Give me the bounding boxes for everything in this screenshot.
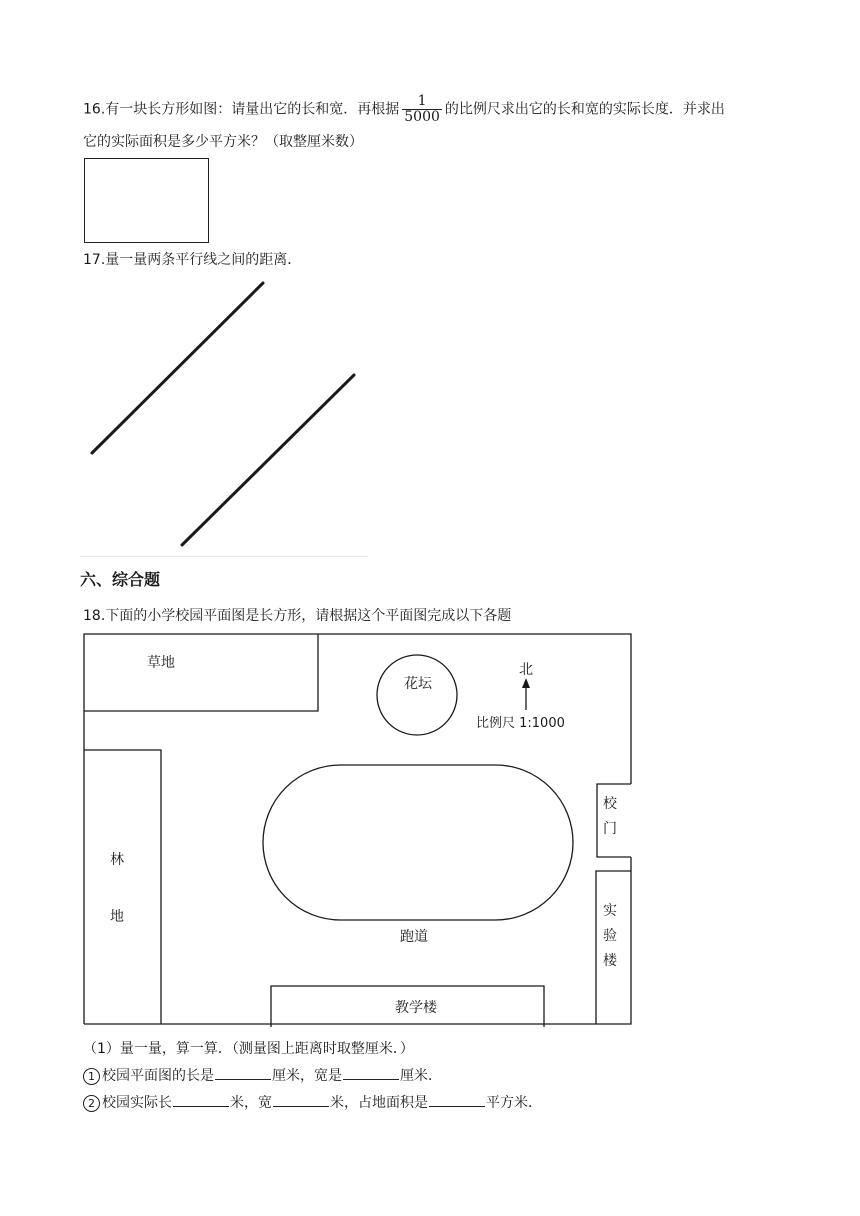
campus-boundary-bottom bbox=[84, 871, 631, 1024]
label-scale: 比例尺 1:1000 bbox=[476, 716, 565, 731]
q16-question-line2: 它的实际面积是多少平方米？（取整厘米数） bbox=[83, 134, 363, 150]
label-lab-2: 验 bbox=[603, 928, 617, 944]
label-grass: 草地 bbox=[147, 655, 175, 671]
flower-bed bbox=[377, 655, 457, 735]
map-width-blank[interactable] bbox=[343, 1067, 399, 1080]
item2-text-c: 米，占地面积是 bbox=[330, 1095, 428, 1111]
label-north: 北 bbox=[519, 662, 533, 678]
label-lab-1: 实 bbox=[603, 903, 617, 919]
item2-text-d: 平方米． bbox=[486, 1095, 542, 1111]
item-number-2: 2 bbox=[83, 1095, 100, 1112]
grass-area bbox=[84, 634, 318, 711]
forest-area bbox=[84, 750, 161, 1024]
label-gate-1: 校 bbox=[603, 796, 617, 812]
item2-text-b: 米，宽 bbox=[230, 1095, 272, 1111]
area-blank[interactable] bbox=[429, 1094, 485, 1107]
label-gate-2: 门 bbox=[603, 821, 617, 837]
q18-item2 bbox=[83, 1092, 542, 1112]
north-arrow-icon bbox=[522, 678, 530, 688]
campus-boundary-top bbox=[84, 634, 631, 1024]
item1-text-b: 厘米，宽是 bbox=[272, 1068, 342, 1084]
item2-text-a: 校园实际长 bbox=[102, 1095, 172, 1111]
actual-length-blank[interactable] bbox=[173, 1094, 229, 1107]
label-track: 跑道 bbox=[400, 929, 428, 945]
item1-text-c: 厘米． bbox=[400, 1068, 442, 1084]
label-teaching-building: 教学楼 bbox=[395, 1000, 437, 1016]
q17-question: 17.量一量两条平行线之间的距离． bbox=[83, 252, 302, 268]
map-length-blank[interactable] bbox=[215, 1067, 271, 1080]
label-lab-3: 楼 bbox=[603, 953, 617, 969]
lab-building bbox=[596, 871, 631, 1024]
q16-text-before: 16.有一块长方形如图：请量出它的长和宽．再根据 bbox=[83, 101, 400, 118]
label-forest-1: 林 bbox=[110, 852, 124, 868]
q18-question: 18.下面的小学校园平面图是长方形，请根据这个平面图完成以下各题 bbox=[83, 608, 512, 624]
label-flower-bed: 花坛 bbox=[404, 676, 432, 692]
fraction-denominator: 5000 bbox=[404, 109, 440, 125]
q18-item1 bbox=[83, 1065, 442, 1085]
item1-text-a: 校园平面图的长是 bbox=[102, 1068, 214, 1084]
section-title: 六、综合题 bbox=[80, 570, 161, 589]
running-track bbox=[263, 765, 573, 920]
actual-width-blank[interactable] bbox=[273, 1094, 329, 1107]
fraction-numerator: 1 bbox=[417, 93, 427, 109]
label-forest-2: 地 bbox=[110, 909, 124, 925]
q16-text-after: 的比例尺求出它的长和宽的实际长度．并求出 bbox=[444, 101, 725, 118]
q18-part1: （1）量一量，算一算．（测量图上距离时取整厘米．） bbox=[83, 1041, 414, 1057]
item-number-1: 1 bbox=[83, 1068, 100, 1085]
